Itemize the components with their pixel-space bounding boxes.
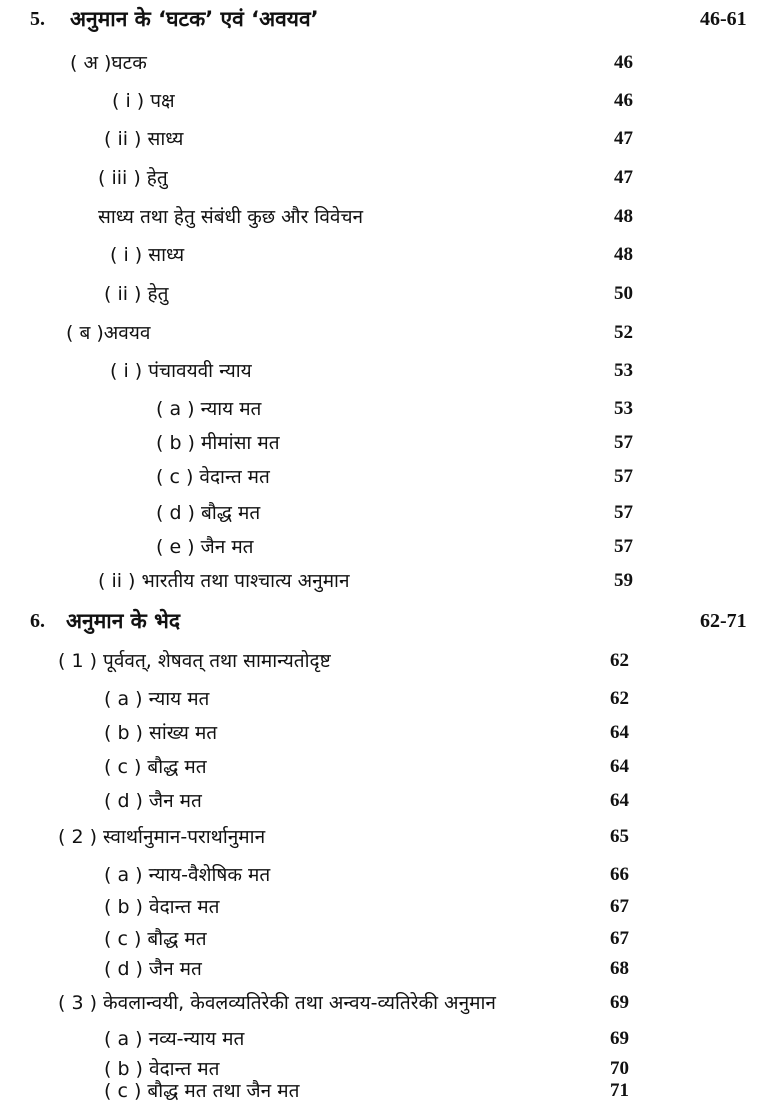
entry-page: 52 — [614, 322, 633, 343]
toc-entry — [0, 986, 780, 1020]
entry-page: 57 — [614, 466, 633, 487]
entry-page: 68 — [610, 958, 629, 979]
chapter-number: 5. — [30, 8, 45, 30]
toc-entry — [0, 1074, 780, 1108]
entry-label: ( a ) न्याय मत — [104, 688, 210, 710]
toc-entry — [0, 890, 780, 924]
entry-page: 53 — [614, 360, 633, 381]
toc-entry — [0, 682, 780, 716]
entry-label: ( b ) वेदान्त मत — [104, 1058, 220, 1080]
toc-entry — [0, 1022, 780, 1056]
chapter-page-range: 46-61 — [700, 8, 747, 30]
entry-label: ( iii ) हेतु — [98, 167, 168, 189]
entry-label: ( d ) जैन मत — [104, 790, 202, 812]
toc-entry — [0, 122, 780, 156]
toc-entry — [0, 496, 780, 530]
entry-page: 69 — [610, 1028, 629, 1049]
toc-entry — [0, 238, 780, 272]
toc-entry — [0, 392, 780, 426]
entry-label: ( b ) सांख्य मत — [104, 722, 218, 744]
entry-page: 57 — [614, 536, 633, 557]
entry-label: ( c ) बौद्ध मत — [104, 928, 207, 950]
entry-label: ( c ) बौद्ध मत — [104, 756, 207, 778]
chapter-title: अनुमान के ‘घटक’ एवं ‘अवयव’ — [70, 7, 319, 31]
toc-entry — [0, 564, 780, 598]
entry-page: 47 — [614, 167, 633, 188]
toc-entry — [0, 354, 780, 388]
entry-page: 48 — [614, 206, 633, 227]
chapter-heading — [0, 604, 780, 638]
entry-label: ( ब )अवयव — [66, 322, 151, 344]
toc-entry — [0, 820, 780, 854]
toc-entry — [0, 426, 780, 460]
entry-page: 47 — [614, 128, 633, 149]
entry-label: ( i ) पंचावयवी न्याय — [110, 360, 252, 382]
toc-entry — [0, 644, 780, 678]
entry-page: 48 — [614, 244, 633, 265]
entry-label: ( a ) न्याय-वैशेषिक मत — [104, 864, 271, 886]
entry-page: 64 — [610, 756, 629, 777]
entry-page: 62 — [610, 688, 629, 709]
entry-page: 67 — [610, 896, 629, 917]
chapter-title: अनुमान के भेद — [66, 609, 181, 633]
toc-entry — [0, 316, 780, 350]
toc-entry — [0, 200, 780, 234]
entry-label: ( ii ) हेतु — [104, 283, 169, 305]
toc-entry — [0, 46, 780, 80]
entry-page: 65 — [610, 826, 629, 847]
toc-entry — [0, 84, 780, 118]
toc-entry — [0, 750, 780, 784]
entry-label: ( i ) पक्ष — [112, 90, 175, 112]
entry-page: 71 — [610, 1080, 629, 1101]
entry-label: ( a ) न्याय मत — [156, 398, 262, 420]
chapter-page-range: 62-71 — [700, 610, 747, 632]
chapter-number: 6. — [30, 610, 45, 632]
toc-entry — [0, 952, 780, 986]
entry-label: ( 2 ) स्वार्थानुमान-परार्थानुमान — [58, 826, 266, 848]
toc-entry — [0, 858, 780, 892]
entry-page: 64 — [610, 722, 629, 743]
entry-page: 57 — [614, 432, 633, 453]
toc-entry — [0, 460, 780, 494]
chapter-heading — [0, 2, 780, 36]
entry-label: ( 1 ) पूर्ववत्, शेषवत् तथा सामान्यतोदृष्ट — [58, 650, 331, 672]
entry-label: ( b ) वेदान्त मत — [104, 896, 220, 918]
entry-label: ( c ) वेदान्त मत — [156, 466, 270, 488]
entry-label: ( अ )घटक — [70, 52, 147, 74]
entry-page: 64 — [610, 790, 629, 811]
entry-page: 70 — [610, 1058, 629, 1079]
entry-page: 46 — [614, 90, 633, 111]
entry-page: 50 — [614, 283, 633, 304]
entry-label: ( b ) मीमांसा मत — [156, 432, 280, 454]
toc-entry — [0, 716, 780, 750]
entry-page: 57 — [614, 502, 633, 523]
entry-label: ( ii ) साध्य — [104, 128, 184, 150]
entry-label: ( e ) जैन मत — [156, 536, 254, 558]
toc-entry — [0, 784, 780, 818]
entry-label: साध्य तथा हेतु संबंधी कुछ और विवेचन — [98, 206, 364, 228]
entry-label: ( a ) नव्य-न्याय मत — [104, 1028, 245, 1050]
entry-page: 53 — [614, 398, 633, 419]
toc-entry — [0, 277, 780, 311]
entry-page: 62 — [610, 650, 629, 671]
entry-label: ( 3 ) केवलान्वयी, केवलव्यतिरेकी तथा अन्वय-व्यतिरेकी अनुमान — [58, 992, 496, 1014]
entry-page: 46 — [614, 52, 633, 73]
toc-entry — [0, 530, 780, 564]
entry-page: 69 — [610, 992, 629, 1013]
entry-label: ( c ) बौद्ध मत तथा जैन मत — [104, 1080, 300, 1102]
toc-entry — [0, 161, 780, 195]
entry-label: ( d ) बौद्ध मत — [156, 502, 261, 524]
entry-label: ( ii ) भारतीय तथा पाश्चात्य अनुमान — [98, 570, 350, 592]
entry-page: 59 — [614, 570, 633, 591]
entry-page: 66 — [610, 864, 629, 885]
entry-label: ( d ) जैन मत — [104, 958, 202, 980]
entry-label: ( i ) साध्य — [110, 244, 185, 266]
entry-page: 67 — [610, 928, 629, 949]
toc-entry — [0, 922, 780, 956]
